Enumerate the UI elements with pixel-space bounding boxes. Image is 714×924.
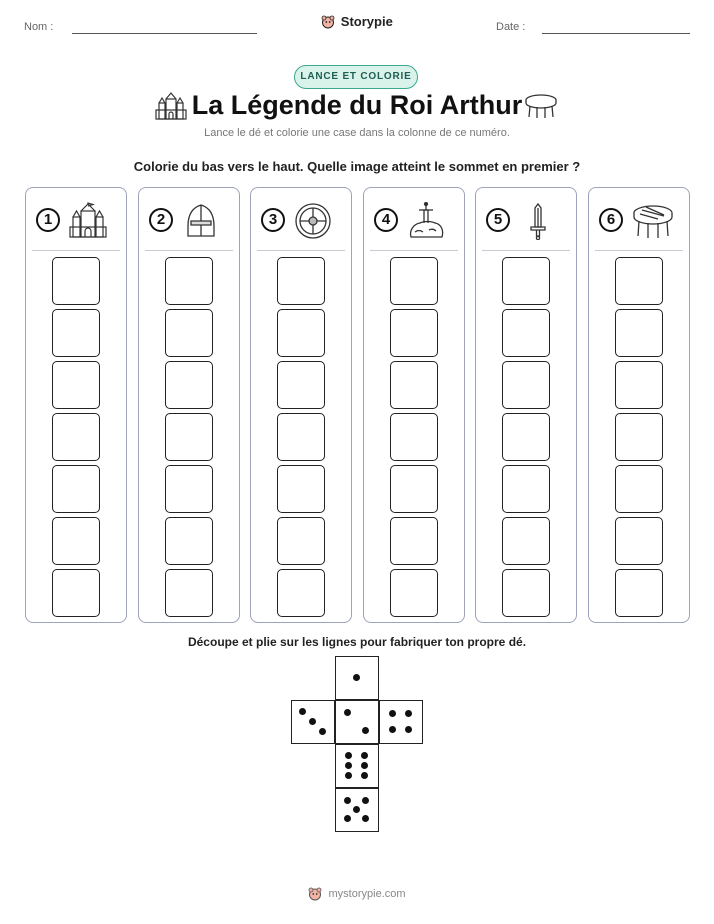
color-cell[interactable] — [502, 309, 550, 357]
color-cell[interactable] — [52, 361, 100, 409]
sword-icon — [518, 202, 558, 240]
mascot-icon — [321, 15, 335, 29]
pip — [344, 797, 351, 804]
column-number: 3 — [261, 208, 285, 232]
color-cell[interactable] — [277, 569, 325, 617]
pip — [361, 762, 368, 769]
dice-face-1 — [335, 656, 379, 700]
column-number: 1 — [36, 208, 60, 232]
color-cell[interactable] — [615, 517, 663, 565]
pip — [344, 709, 351, 716]
color-cell[interactable] — [277, 257, 325, 305]
color-cell[interactable] — [390, 413, 438, 461]
round-shield-icon — [293, 202, 333, 240]
pip — [405, 726, 412, 733]
color-cell[interactable] — [615, 361, 663, 409]
color-cell[interactable] — [615, 569, 663, 617]
footer — [0, 887, 714, 901]
color-cell[interactable] — [615, 309, 663, 357]
pip — [362, 727, 369, 734]
color-cell[interactable] — [390, 361, 438, 409]
pip — [362, 797, 369, 804]
name-label: Nom : — [24, 21, 54, 33]
pip — [345, 762, 352, 769]
round-table-icon — [523, 92, 559, 120]
color-cell[interactable] — [502, 465, 550, 513]
knight-helmet-icon — [181, 202, 221, 240]
color-cell[interactable] — [390, 517, 438, 565]
column-number: 5 — [486, 208, 510, 232]
column-6 — [588, 187, 690, 623]
color-cell[interactable] — [390, 569, 438, 617]
color-cell[interactable] — [52, 309, 100, 357]
column-divider — [145, 250, 233, 251]
activity-badge: LANCE ET COLORIE — [294, 65, 418, 89]
column-divider — [370, 250, 458, 251]
column-number: 4 — [374, 208, 398, 232]
color-cell[interactable] — [52, 413, 100, 461]
sword-in-stone-icon — [406, 202, 446, 240]
color-cell[interactable] — [390, 465, 438, 513]
mascot-icon — [308, 887, 322, 901]
footer-url[interactable]: mystorypie.com — [328, 888, 406, 900]
column-3 — [250, 187, 352, 623]
pip — [361, 772, 368, 779]
color-cell[interactable] — [502, 569, 550, 617]
pip — [345, 752, 352, 759]
color-cell[interactable] — [615, 257, 663, 305]
color-cell[interactable] — [277, 413, 325, 461]
pip — [319, 728, 326, 735]
pip — [299, 708, 306, 715]
color-cell[interactable] — [165, 413, 213, 461]
color-cell[interactable] — [615, 465, 663, 513]
pip — [309, 718, 316, 725]
color-cell[interactable] — [277, 361, 325, 409]
pip — [362, 815, 369, 822]
column-1 — [25, 187, 127, 623]
color-cell[interactable] — [390, 309, 438, 357]
pip — [353, 806, 360, 813]
color-cell[interactable] — [277, 465, 325, 513]
color-cell[interactable] — [52, 465, 100, 513]
color-cell[interactable] — [165, 361, 213, 409]
color-cell[interactable] — [165, 517, 213, 565]
color-cell[interactable] — [52, 257, 100, 305]
column-divider — [32, 250, 120, 251]
name-field[interactable] — [72, 33, 257, 34]
column-divider — [482, 250, 570, 251]
color-cell[interactable] — [277, 517, 325, 565]
dice-face-5 — [335, 788, 379, 832]
color-cell[interactable] — [502, 361, 550, 409]
pip — [344, 815, 351, 822]
date-label: Date : — [496, 21, 526, 33]
pip — [353, 674, 360, 681]
round-table-icon — [631, 202, 675, 240]
pip — [389, 710, 396, 717]
column-2 — [138, 187, 240, 623]
column-divider — [257, 250, 345, 251]
color-cell[interactable] — [502, 413, 550, 461]
color-cell[interactable] — [390, 257, 438, 305]
color-cell[interactable] — [165, 465, 213, 513]
pip — [389, 726, 396, 733]
brand-logo — [0, 13, 714, 29]
subtitle: Lance le dé et colorie une case dans la colonne de ce numéro. — [204, 127, 510, 139]
color-cell[interactable] — [502, 517, 550, 565]
color-cell[interactable] — [615, 413, 663, 461]
dice-face-6 — [335, 744, 379, 788]
color-cell[interactable] — [502, 257, 550, 305]
column-number: 2 — [149, 208, 173, 232]
dice-instruction: Découpe et plie sur les lignes pour fabriquer ton propre dé. — [187, 635, 527, 649]
column-number: 6 — [599, 208, 623, 232]
column-5 — [475, 187, 577, 623]
color-cell[interactable] — [165, 309, 213, 357]
page-title: La Légende du Roi Arthur — [191, 90, 523, 120]
dice-face-2 — [335, 700, 379, 744]
dice-face-4 — [379, 700, 423, 744]
dice-face-3 — [291, 700, 335, 744]
color-cell[interactable] — [277, 309, 325, 357]
column-4 — [363, 187, 465, 623]
pip — [345, 772, 352, 779]
pip — [405, 710, 412, 717]
color-cell[interactable] — [165, 257, 213, 305]
instruction: Colorie du bas vers le haut. Quelle image atteint le sommet en premier ? — [133, 159, 581, 174]
castle-icon — [68, 202, 108, 240]
column-divider — [595, 250, 683, 251]
color-cell[interactable] — [52, 517, 100, 565]
brand-name: Storypie — [340, 14, 393, 30]
date-field[interactable] — [542, 33, 690, 34]
color-cell[interactable] — [52, 569, 100, 617]
color-cell[interactable] — [165, 569, 213, 617]
pip — [361, 752, 368, 759]
